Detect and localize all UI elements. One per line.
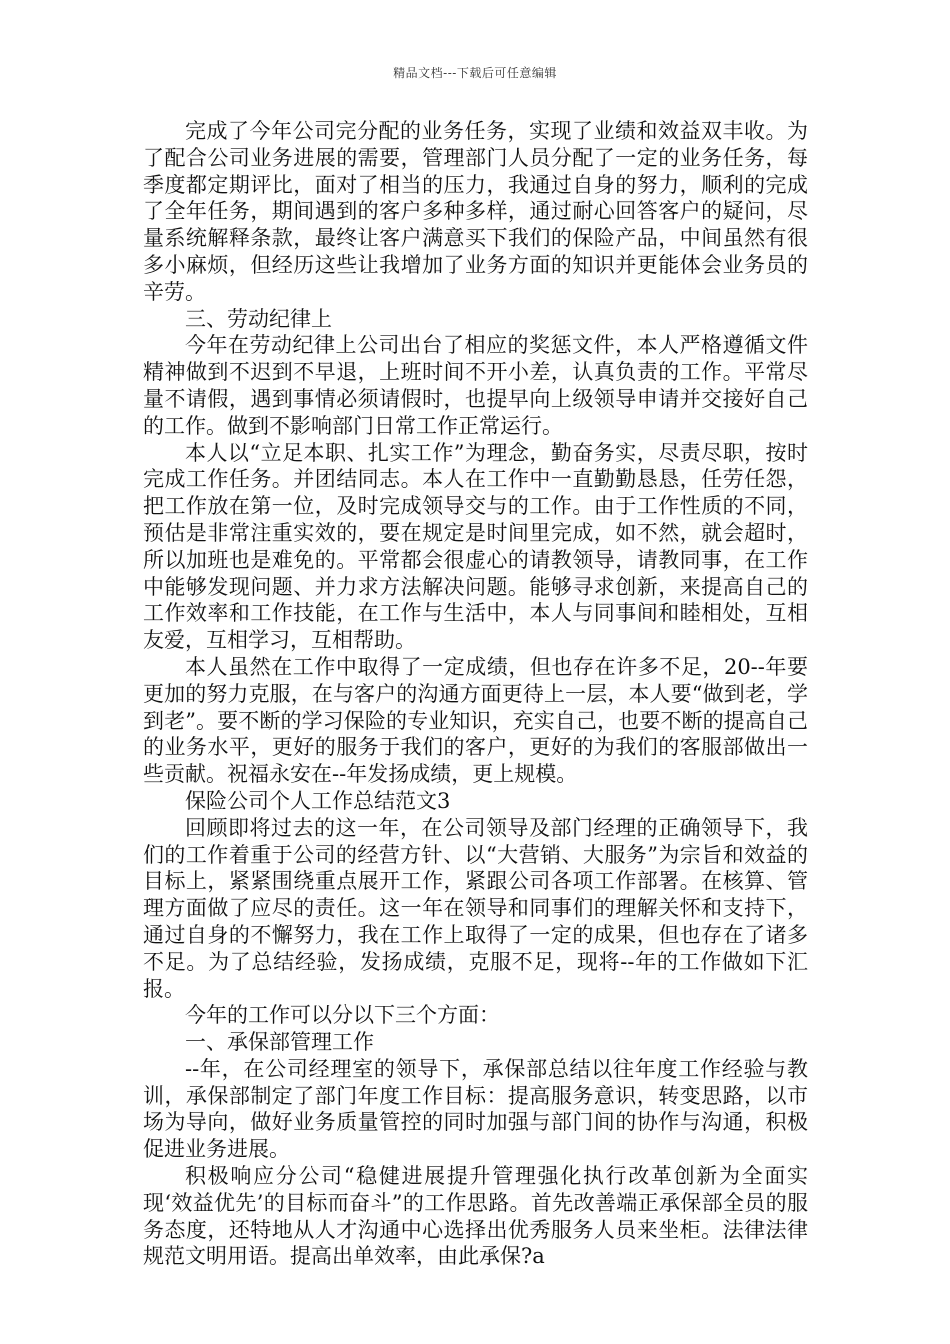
- paragraph-three-aspects: 今年的工作可以分以下三个方面：: [185, 1003, 500, 1028]
- section-title-sample-3: 保险公司个人工作总结范文3: [185, 788, 451, 813]
- paragraph-labor-discipline: 今年在劳动纪律上公司出台了相应的奖惩文件，本人严格遵循文件精神做到不迟到不早退，上班时间不开小差，认真负责的工作。平常尽量不请假，遇到事情必须请假时，也提早向上级领导申请并交接好自己的工作。做到不影响部门日常工作正常运行。: [143, 333, 808, 438]
- document-body: [143, 118, 808, 1270]
- paragraph-shortcomings: 本人虽然在工作中取得了一定成绩，但也存在许多不足，20--年要更加的努力克服，在与客户的沟通方面更待上一层，本人要“做到老，学到老”。要不断的学习保险的专业知识，充实自己，也要不断的提高自己的业务水平，更好的服务于我们的客户，更好的为我们的客服部做出一些贡献。祝福永安在--年发扬成绩，更上规模。: [143, 654, 808, 787]
- paragraph-work-attitude: 本人以“立足本职、扎实工作”为理念，勤奋务实，尽责尽职，按时完成工作任务。并团结同志。本人在工作中一直勤勤恳恳，任劳任怨，把工作放在第一位，及时完成领导交与的工作。由于工作性质的不同，预估是非常注重实效的，要在规定是时间里完成，如不然，就会超时，所以加班也是难免的。平常都会很虚心的请教领导，请教同事，在工作中能够发现问题、并力求方法解决问题。能够寻求创新，来提高自己的工作效率和工作技能，在工作与生活中，本人与同事间和睦相处，互相友爱，互相学习，互相帮助。: [143, 440, 808, 653]
- paragraph-year-review: 回顾即将过去的这一年，在公司领导及部门经理的正确领导下，我们的工作着重于公司的经营方针、以“大营销、大服务”为宗旨和效益的目标上，紧紧围绕重点展开工作，紧跟公司各项工作部署。在核算、管理方面做了应尽的责任。这一年在领导和同事们的理解关怀和支持下，通过自身的不懈努力，我在工作上取得了一定的成果，但也存在了诸多不足。为了总结经验，发扬成绩，克服不足，现将--年的工作做如下汇报。: [143, 815, 808, 1001]
- paragraph-underwriting-goals: --年，在公司经理室的领导下，承保部总结以往年度工作经验与教训，承保部制定了部门年度工作目标：提高服务意识，转变思路，以市场为导向，做好业务质量管控的同时加强与部门间的协作与沟通，积极促进业务进展。: [143, 1056, 808, 1162]
- page-header: 精品文档---下载后可任意编辑: [393, 66, 557, 80]
- paragraph-business-tasks: 完成了今年公司完分配的业务任务，实现了业绩和效益双丰收。为了配合公司业务进展的需要，管理部门人员分配了一定的业务任务，每季度都定期评比，面对了相当的压力，我通过自身的努力，顺利的完成了全年任务，期间遇到的客户多种多样，通过耐心回答客户的疑问，尽量系统解释条款，最终让客户满意买下我们的保险产品，中间虽然有很多小麻烦，但经历这些让我增加了业务方面的知识并更能体会业务员的辛劳。: [143, 119, 808, 304]
- paragraph-service-improvement: 积极响应分公司“稳健进展提升管理强化执行改革创新为全面实现‘效益优先’的目标而奋斗”的工作思路。首先改善端正承保部全员的服务态度，还特地从人才沟通中心选择出优秀服务人员来坐柜。法律法律规范文明用语。提高出单效率，由此承保?a: [143, 1164, 808, 1269]
- heading-underwriting-management: 一、承保部管理工作: [185, 1030, 374, 1055]
- heading-labor-discipline: 三、劳动纪律上: [185, 306, 332, 331]
